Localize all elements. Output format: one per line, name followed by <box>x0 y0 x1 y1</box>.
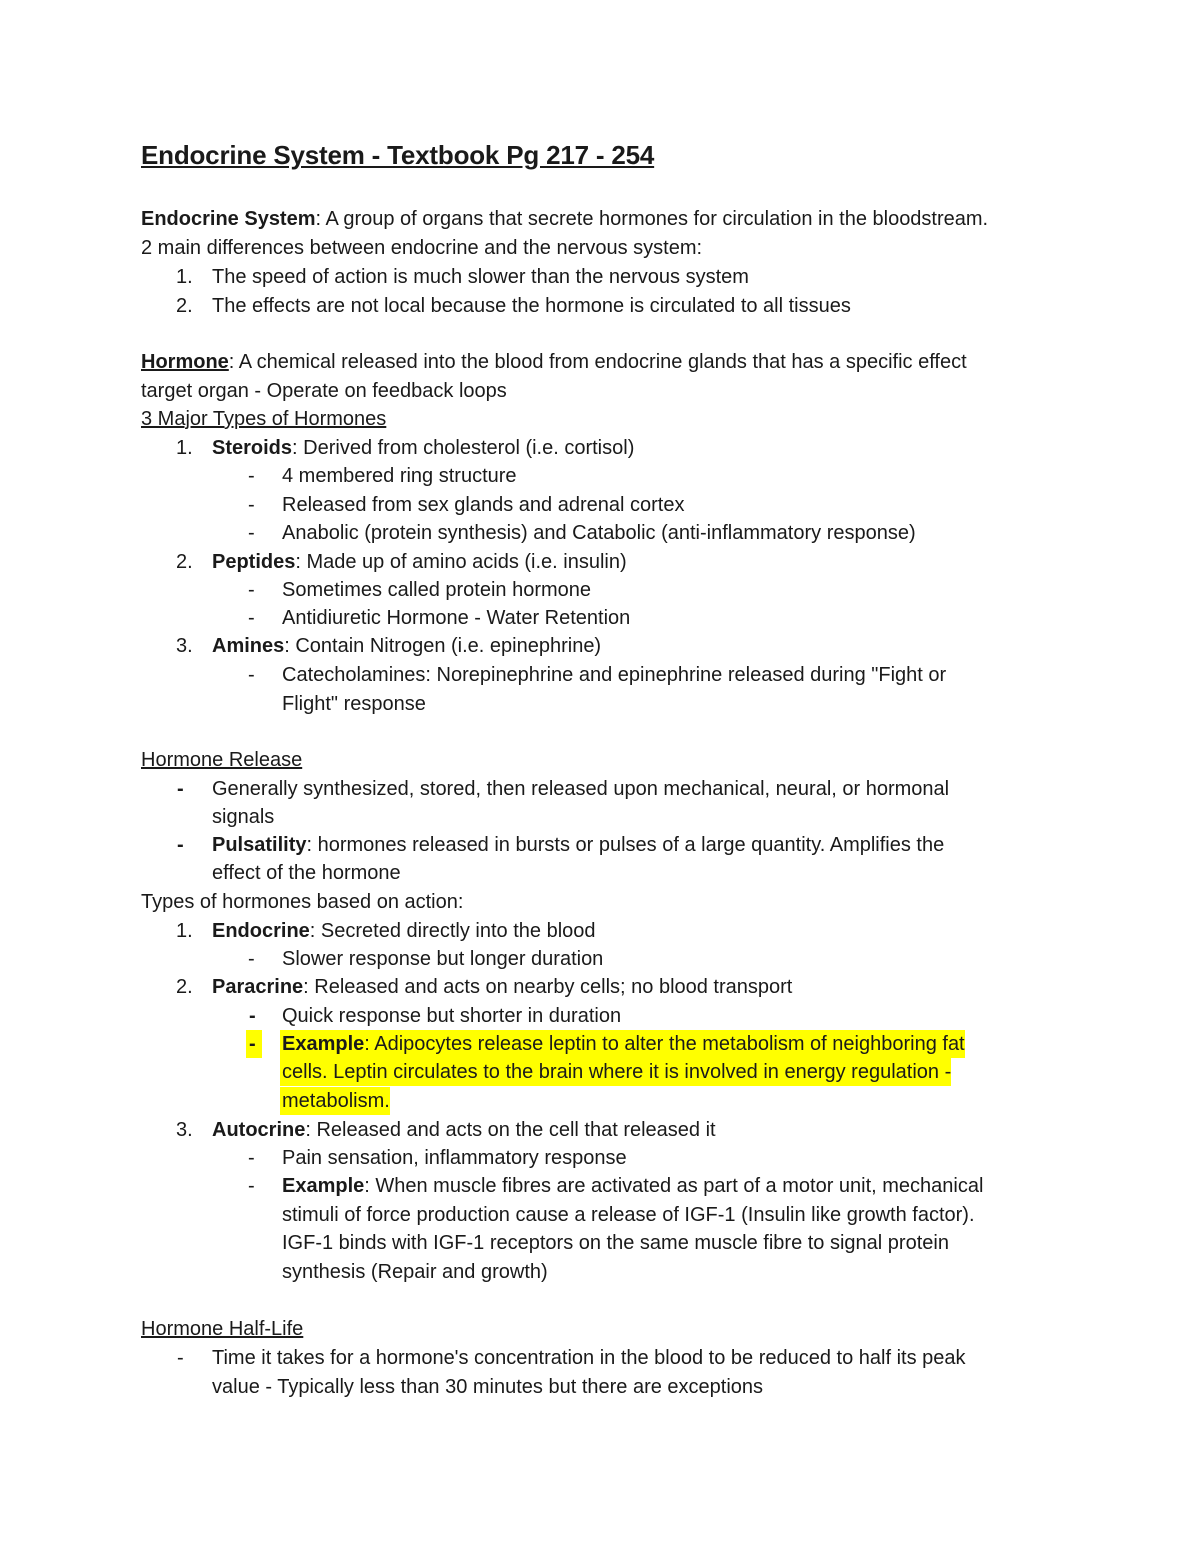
list-number: 3. <box>176 635 193 657</box>
bullet-item-continued: Flight" response <box>282 693 426 715</box>
intro-definition: Endocrine System: A group of organs that secrete hormones for circulation in the bloodstream. <box>141 208 989 230</box>
bullet-item: Sometimes called protein hormone <box>282 579 592 601</box>
autocrine-example: Example: When muscle fibres are activated as part of a motor unit, mechanical <box>282 1175 984 1197</box>
bullet-dash: - <box>248 1175 255 1197</box>
bullet-dash: - <box>177 1347 184 1369</box>
list-number: 1. <box>176 437 193 459</box>
list-item-endocrine: Endocrine: Secreted directly into the blood <box>212 920 596 942</box>
bullet-dash: - <box>248 607 255 629</box>
list-item: The speed of action is much slower than the nervous system <box>212 266 749 288</box>
pulsatility-item: Pulsatility: hormones released in bursts or pulses of a large quantity. Amplifies the <box>212 834 945 856</box>
bullet-dash: - <box>249 1005 256 1027</box>
list-item: The effects are not local because the hormone is circulated to all tissues <box>212 295 851 317</box>
bullet-dash: - <box>177 778 184 800</box>
list-number: 1. <box>176 266 193 288</box>
hormone-types-heading: 3 Major Types of Hormones <box>141 408 387 430</box>
bullet-item: Time it takes for a hormone's concentration in the blood to be reduced to half its peak <box>212 1347 966 1369</box>
bullet-item: Catecholamines: Norepinephrine and epinephrine released during "Fight or <box>282 664 947 686</box>
bullet-item: 4 membered ring structure <box>282 465 517 487</box>
paracrine-example-line2: cells. Leptin circulates to the brain where it is involved in energy regulation - <box>280 1058 951 1086</box>
bullet-dash: - <box>248 948 255 970</box>
bullet-item: Antidiuretic Hormone - Water Retention <box>282 607 631 629</box>
list-item-amines: Amines: Contain Nitrogen (i.e. epinephrine) <box>212 635 602 657</box>
bullet-dash: - <box>248 465 255 487</box>
bullet-dash: - <box>248 1147 255 1169</box>
bullet-item: Pain sensation, inflammatory response <box>282 1147 627 1169</box>
bullet-dash: - <box>177 834 184 856</box>
autocrine-example-line4: synthesis (Repair and growth) <box>282 1261 548 1283</box>
hormone-definition: Hormone: A chemical released into the blood from endocrine glands that has a specific effect <box>141 351 967 373</box>
bullet-dash-highlighted: - <box>246 1030 262 1058</box>
list-item-paracrine: Paracrine: Released and acts on nearby cells; no blood transport <box>212 976 793 998</box>
list-number: 1. <box>176 920 193 942</box>
paracrine-example: Example: Adipocytes release leptin to alter the metabolism of neighboring fat <box>280 1030 965 1058</box>
bullet-item: Slower response but longer duration <box>282 948 604 970</box>
list-number: 3. <box>176 1119 193 1141</box>
list-number: 2. <box>176 976 193 998</box>
list-item-autocrine: Autocrine: Released and acts on the cell that released it <box>212 1119 716 1141</box>
action-heading: Types of hormones based on action: <box>141 891 464 913</box>
bullet-dash: - <box>248 494 255 516</box>
half-life-heading: Hormone Half-Life <box>141 1318 304 1340</box>
bullet-dash: - <box>248 579 255 601</box>
hormone-release-heading: Hormone Release <box>141 749 303 771</box>
paracrine-example-line3: metabolism. <box>280 1087 390 1115</box>
list-number: 2. <box>176 295 193 317</box>
bullet-item-continued: effect of the hormone <box>212 862 401 884</box>
list-number: 2. <box>176 551 193 573</box>
list-item-steroids: Steroids: Derived from cholesterol (i.e. cortisol) <box>212 437 635 459</box>
bullet-item: Generally synthesized, stored, then released upon mechanical, neural, or hormonal <box>212 778 950 800</box>
autocrine-example-line3: IGF-1 binds with IGF-1 receptors on the same muscle fibre to signal protein <box>282 1232 949 1254</box>
bullet-dash: - <box>248 664 255 686</box>
page-title: Endocrine System - Textbook Pg 217 - 254 <box>141 140 655 170</box>
bullet-dash: - <box>248 522 255 544</box>
autocrine-example-line2: stimuli of force production cause a release of IGF-1 (Insulin like growth factor). <box>282 1204 975 1226</box>
bullet-item-continued: value - Typically less than 30 minutes but there are exceptions <box>212 1376 764 1398</box>
bullet-item: Anabolic (protein synthesis) and Catabolic (anti-inflammatory response) <box>282 522 916 544</box>
bullet-item: Quick response but shorter in duration <box>282 1005 622 1027</box>
bullet-item-continued: signals <box>212 806 275 828</box>
intro-term: Endocrine System <box>141 208 316 230</box>
intro-line2: 2 main differences between endocrine and the nervous system: <box>141 237 703 259</box>
bullet-item: Released from sex glands and adrenal cortex <box>282 494 685 516</box>
hormone-definition-line2: target organ - Operate on feedback loops <box>141 380 507 402</box>
hormone-term: Hormone <box>141 351 229 373</box>
list-item-peptides: Peptides: Made up of amino acids (i.e. insulin) <box>212 551 627 573</box>
